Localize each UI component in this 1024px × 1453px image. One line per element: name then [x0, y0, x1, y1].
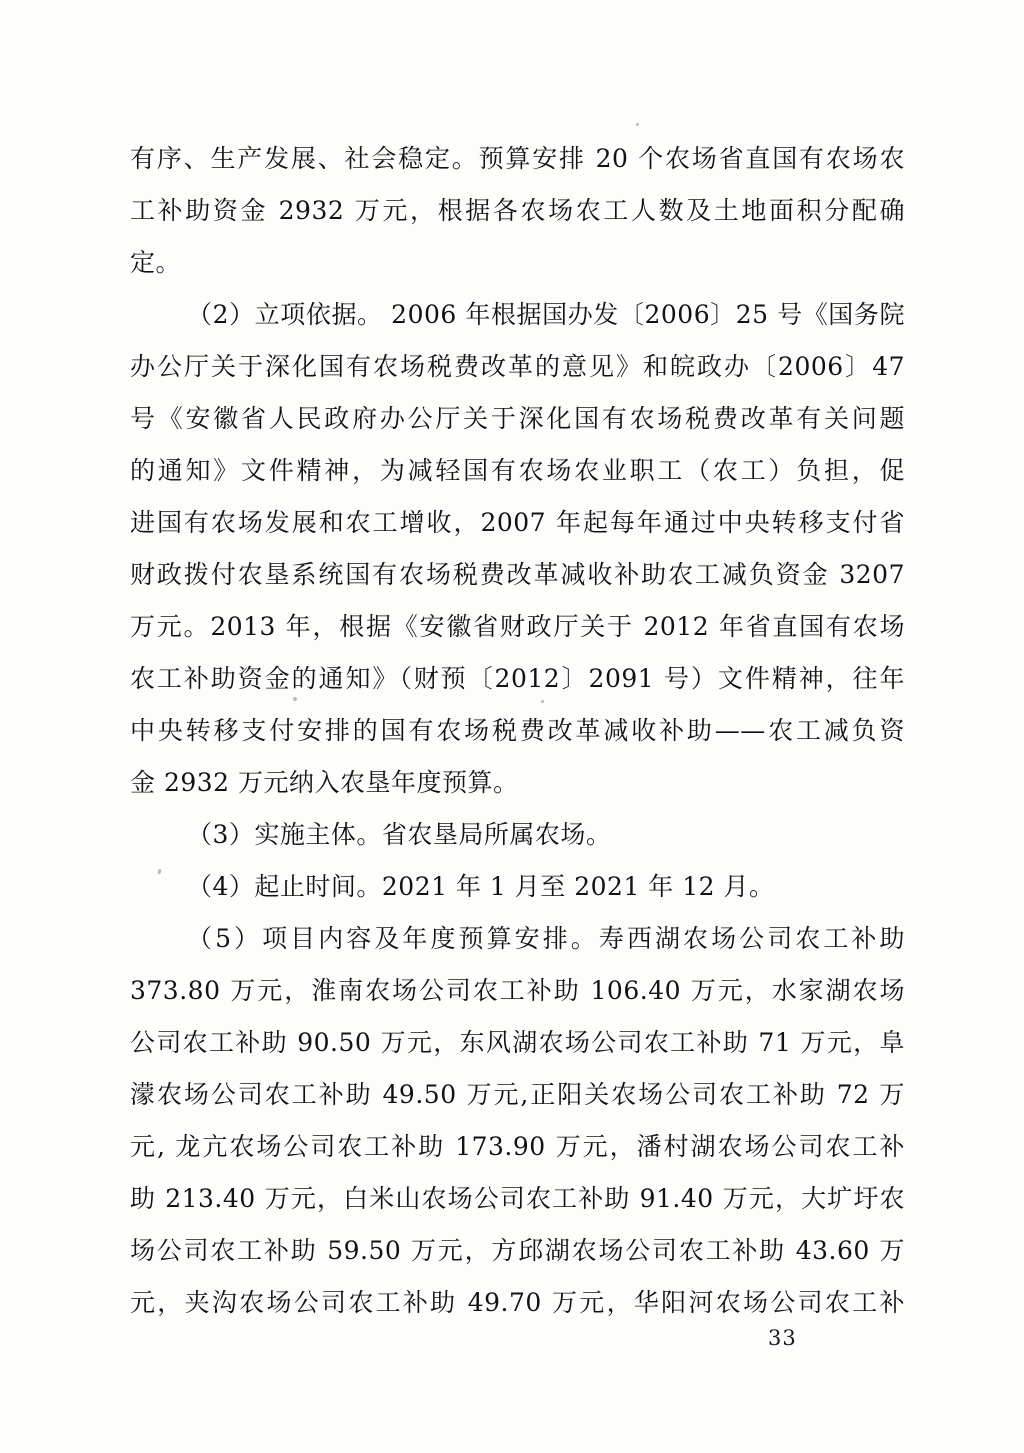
text-line: 中央转移支付安排的国有农场税费改革减收补助——农工减负资 — [130, 716, 905, 745]
scan-speck — [541, 700, 544, 703]
text-line: 农工补助资金的通知》（财预〔2012〕2091 号）文件精神，往年 — [130, 664, 905, 693]
text-line: （2）立项依据。 2006 年根据国办发〔2006〕25 号《国务院 — [187, 300, 905, 329]
text-line: 定。 — [130, 248, 182, 277]
text-line: （5）项目内容及年度预算安排。寿西湖农场公司农工补助 — [187, 924, 905, 953]
text-line: 373.80 万元，淮南农场公司农工补助 106.40 万元，水家湖农场 — [130, 976, 905, 1005]
text-line: 有序、生产发展、社会稳定。预算安排 20 个农场省直国有农场农 — [130, 144, 905, 173]
scan-speck — [293, 697, 297, 701]
text-line: 工补助资金 2932 万元，根据各农场农工人数及土地面积分配确 — [130, 196, 905, 225]
text-line: 万元。2013 年，根据《安徽省财政厅关于 2012 年省直国有农场 — [130, 612, 905, 641]
text-line: 公司农工补助 90.50 万元，东风湖农场公司农工补助 71 万元，阜 — [130, 1028, 905, 1057]
text-line: 的通知》文件精神，为减轻国有农场农业职工（农工）负担，促 — [130, 456, 905, 485]
text-line: 濛农场公司农工补助 49.50 万元,正阳关农场公司农工补助 72 万 — [130, 1080, 905, 1109]
text-line: （4）起止时间。2021 年 1 月至 2021 年 12 月。 — [187, 872, 775, 901]
text-line: 元, 龙亢农场公司农工补助 173.90 万元，潘村湖农场公司农工补 — [130, 1132, 905, 1161]
text-line: （3）实施主体。省农垦局所属农场。 — [187, 820, 612, 849]
text-line: 助 213.40 万元，白米山农场公司农工补助 91.40 万元，大圹圩农 — [130, 1184, 905, 1213]
text-line: 办公厅关于深化国有农场税费改革的意见》和皖政办〔2006〕47 — [130, 352, 905, 381]
text-line: 金 2932 万元纳入农垦年度预算。 — [130, 768, 519, 797]
text-line: 进国有农场发展和农工增收，2007 年起每年通过中央转移支付省 — [130, 508, 905, 537]
text-line: 号《安徽省人民政府办公厅关于深化国有农场税费改革有关问题 — [130, 404, 905, 433]
document-body — [130, 133, 905, 1329]
page-number: 33 — [768, 1326, 797, 1350]
text-line: 场公司农工补助 59.50 万元，方邱湖农场公司农工补助 43.60 万 — [130, 1236, 905, 1265]
text-line: 元，夹沟农场公司农工补助 49.70 万元，华阳河农场公司农工补 — [130, 1288, 905, 1317]
scan-speck — [636, 123, 639, 126]
text-line: 财政拨付农垦系统国有农场税费改革减收补助农工减负资金 3207 — [130, 560, 905, 589]
